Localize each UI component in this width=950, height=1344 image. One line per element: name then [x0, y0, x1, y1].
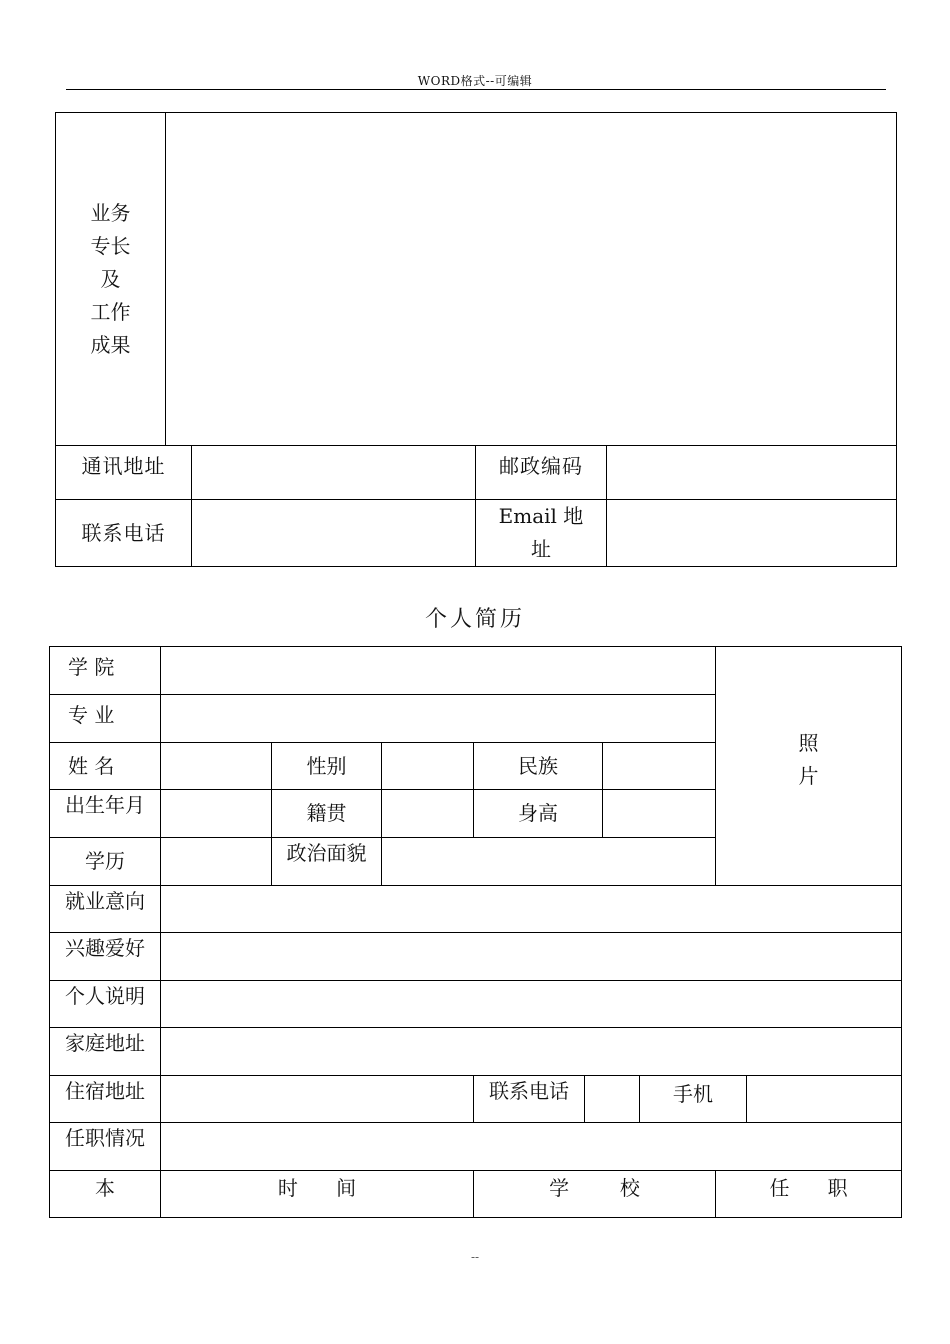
intention-label [50, 886, 161, 933]
page-footer: -- [470, 1250, 480, 1264]
statement-label-text: 个人说明 [65, 984, 145, 1008]
postal-label: 邮政编码 [476, 446, 607, 500]
resume-title: 个人简历 [424, 607, 525, 632]
photo-box[interactable] [716, 647, 902, 886]
contact-phone-label [474, 1076, 585, 1123]
college-label: 学 院 [50, 647, 161, 695]
political-label-text: 政治面貌 [286, 841, 367, 865]
lodging-address-label [50, 1076, 161, 1123]
native-field[interactable] [382, 790, 474, 838]
position-label-text: 任职情况 [65, 1126, 145, 1150]
statement-field[interactable] [161, 981, 902, 1028]
specialty-label-line: 工作 [90, 299, 131, 324]
postal-field[interactable] [607, 446, 897, 500]
address-label: 通讯地址 [56, 446, 192, 500]
intention-label-text: 就业意向 [65, 889, 145, 913]
major-field[interactable] [161, 695, 716, 743]
hobby-label-text: 兴趣爱好 [65, 936, 145, 960]
photo-label-line: 片 [798, 764, 819, 788]
political-field[interactable] [382, 838, 716, 886]
time-header: 时 间 [161, 1171, 474, 1218]
position-label [50, 1123, 161, 1171]
specialty-label-line: 成果 [90, 332, 131, 357]
name-field[interactable] [161, 743, 272, 790]
school-header: 学 校 [474, 1171, 716, 1218]
mobile-field[interactable] [747, 1076, 902, 1123]
intention-field[interactable] [161, 886, 902, 933]
specialty-label-line: 专长 [90, 233, 131, 258]
statement-label [50, 981, 161, 1028]
name-label: 姓 名 [50, 743, 161, 790]
phone-label: 联系电话 [56, 500, 192, 567]
hobby-field[interactable] [161, 933, 902, 981]
birth-label [50, 790, 161, 838]
email-label [476, 500, 607, 567]
specialty-label [56, 113, 166, 446]
specialty-table [55, 112, 897, 567]
ethnicity-label: 民族 [474, 743, 603, 790]
home-address-label-text: 家庭地址 [65, 1031, 145, 1055]
role-header: 任 职 [716, 1171, 902, 1218]
email-label-line: 址 [531, 537, 551, 561]
college-field[interactable] [161, 647, 716, 695]
ben-label: 本 [50, 1171, 161, 1218]
home-address-label [50, 1028, 161, 1076]
gender-label: 性别 [272, 743, 382, 790]
specialty-label-line: 业务 [90, 200, 131, 225]
contact-phone-label-text: 联系电话 [489, 1079, 569, 1103]
email-label-line: Email 地 [498, 504, 584, 528]
specialty-label-line: 及 [100, 266, 121, 291]
height-label: 身高 [474, 790, 603, 838]
header-divider [66, 89, 886, 90]
home-address-field[interactable] [161, 1028, 902, 1076]
position-field[interactable] [161, 1123, 902, 1171]
phone-field[interactable] [192, 500, 476, 567]
email-field[interactable] [607, 500, 897, 567]
birth-label-text: 出生年月 [65, 793, 145, 817]
major-label: 专 业 [50, 695, 161, 743]
resume-table [49, 646, 902, 1218]
page-header: WORD格式--可编辑 [417, 74, 533, 88]
lodging-address-field[interactable] [161, 1076, 474, 1123]
birth-field[interactable] [161, 790, 272, 838]
political-label [272, 838, 382, 886]
address-field[interactable] [192, 446, 476, 500]
photo-label-line: 照 [798, 731, 819, 755]
native-label: 籍贯 [272, 790, 382, 838]
ethnicity-field[interactable] [603, 743, 716, 790]
lodging-address-label-text: 住宿地址 [65, 1079, 145, 1103]
height-field[interactable] [603, 790, 716, 838]
gender-field[interactable] [382, 743, 474, 790]
specialty-field[interactable] [166, 113, 897, 446]
education-label: 学历 [50, 838, 161, 886]
hobby-label [50, 933, 161, 981]
mobile-label: 手机 [640, 1076, 747, 1123]
contact-phone-field[interactable] [585, 1076, 640, 1123]
education-field[interactable] [161, 838, 272, 886]
